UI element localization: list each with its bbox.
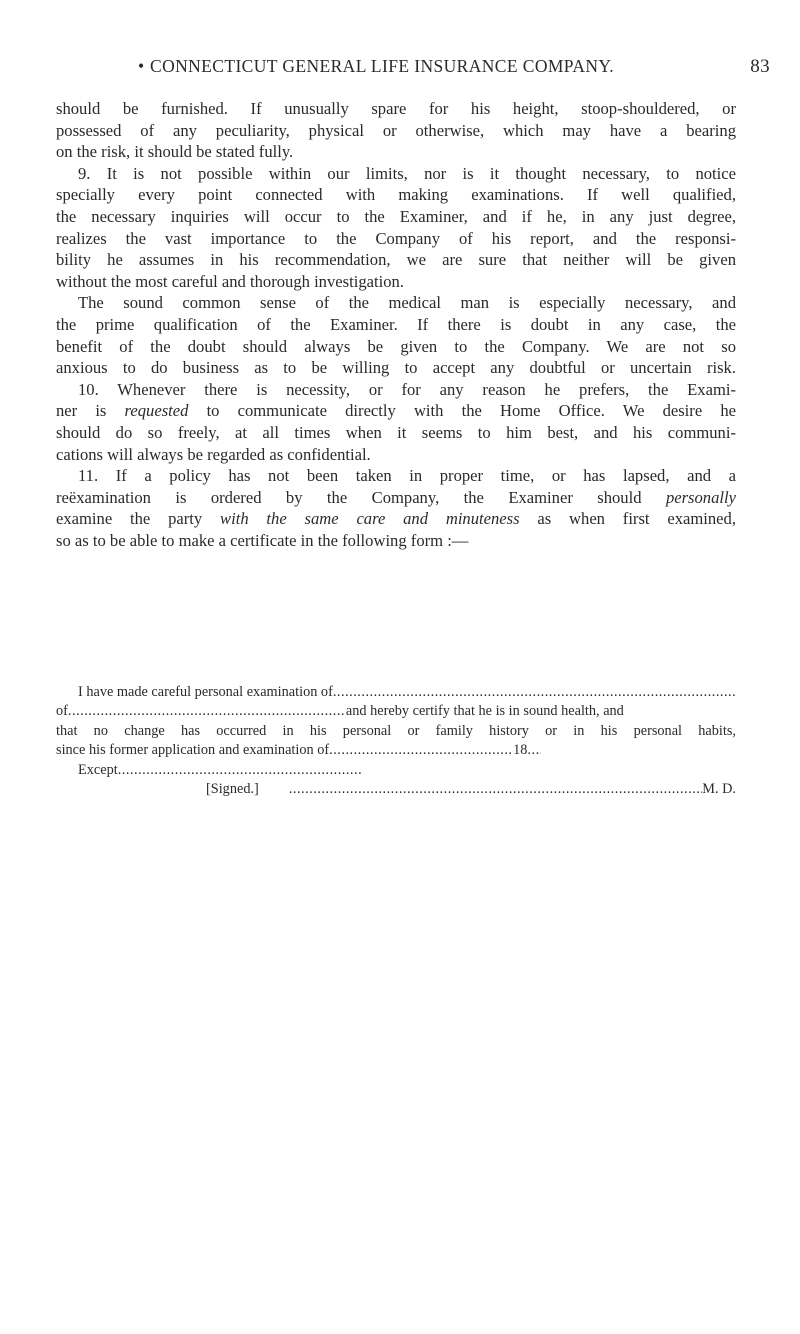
form-label: Except	[78, 761, 118, 778]
form-label: I have made careful personal examination of	[78, 684, 333, 700]
text-line: bility he assumes in his recommendation, we are sure that neither will be given	[56, 250, 736, 270]
text-line: specially every point connected with making examinations. If well qualified,	[56, 185, 736, 205]
text-line: so as to be able to make a certificate in the following form :—	[56, 530, 469, 550]
form-blank	[333, 683, 736, 702]
text-line: realizes the vast importance to the Company of his report, and the responsi-	[56, 228, 736, 248]
text-segment: reëxamination is ordered by the Company, the Examiner should	[56, 487, 666, 507]
header-title: CONNECTICUT GENERAL LIFE INSURANCE COMPANY.	[150, 56, 614, 76]
paragraph-common-sense-start: The sound common sense of the medical man is especially necessary, and	[78, 293, 736, 313]
text-segment: as when first examined,	[519, 509, 736, 529]
italic-same-care: with the same care and minuteness	[220, 509, 520, 529]
paragraph-10-start: 10. Whenever there is necessity, or for any reason he prefers, the Exami-	[78, 379, 736, 399]
form-line-certify	[56, 702, 736, 721]
form-blank	[68, 702, 346, 721]
form-label: since his former application and examination of	[56, 742, 330, 759]
page-number: 83	[750, 56, 770, 77]
text-segment: examine the party	[56, 509, 221, 529]
form-label: of	[56, 703, 68, 720]
form-line-no-change: that no change has occurred in his personal or family history or in his personal habits,	[56, 722, 736, 739]
text-line: the necessary inquiries will occur to the Examiner, and if he, in any just degree,	[56, 206, 736, 226]
form-line-examination	[56, 683, 736, 702]
text-segment: ner is	[56, 401, 125, 421]
certificate-form	[56, 683, 736, 799]
text-line: should do so freely, at all times when it seems to him best, and his communi-	[56, 422, 736, 442]
header-bullet: •	[138, 56, 145, 76]
form-blank	[118, 761, 362, 780]
form-label: and hereby certify that he is in sound health, and	[345, 703, 624, 720]
text-line: should be furnished. If unusually spare for his height, stoop-shouldered, or	[56, 99, 736, 118]
text-line: benefit of the doubt should always be given to the Company. We are not so	[56, 336, 736, 356]
text-line: anxious to do business as to be willing to accept any doubtful or uncertain risk.	[56, 358, 736, 378]
running-header	[138, 56, 778, 86]
body-text	[56, 98, 736, 551]
form-line-except	[56, 761, 736, 780]
signature-blank	[289, 780, 702, 799]
form-line-since	[56, 741, 736, 760]
text-line	[56, 508, 736, 530]
form-blank	[329, 741, 513, 760]
text-line: the prime qualification of the Examiner. If there is doubt in any case, the	[56, 314, 736, 334]
text-line: possessed of any peculiarity, physical or otherwise, which may have a bearing	[56, 120, 736, 140]
paragraph-9-start: 9. It is not possible within our limits, nor is it thought necessary, to notice	[78, 163, 736, 183]
text-line	[56, 400, 736, 422]
text-line: on the risk, it should be stated fully.	[56, 142, 294, 162]
form-label: [Signed.]	[206, 781, 259, 798]
text-segment: to communicate directly with the Home Office. We desire he	[188, 401, 736, 421]
text-line: cations will always be regarded as confidential.	[56, 444, 371, 464]
paragraph-11-start: 11. If a policy has not been taken in proper time, or has lapsed, and a	[78, 466, 736, 486]
italic-requested: requested	[124, 401, 189, 421]
text-line: without the most careful and thorough investigation.	[56, 271, 404, 291]
italic-personally: personally	[665, 487, 736, 507]
text-line	[56, 487, 736, 509]
form-label: M. D.	[702, 781, 736, 798]
form-blank	[527, 741, 541, 760]
form-year: 18	[513, 742, 528, 759]
form-line-signed	[56, 780, 736, 799]
